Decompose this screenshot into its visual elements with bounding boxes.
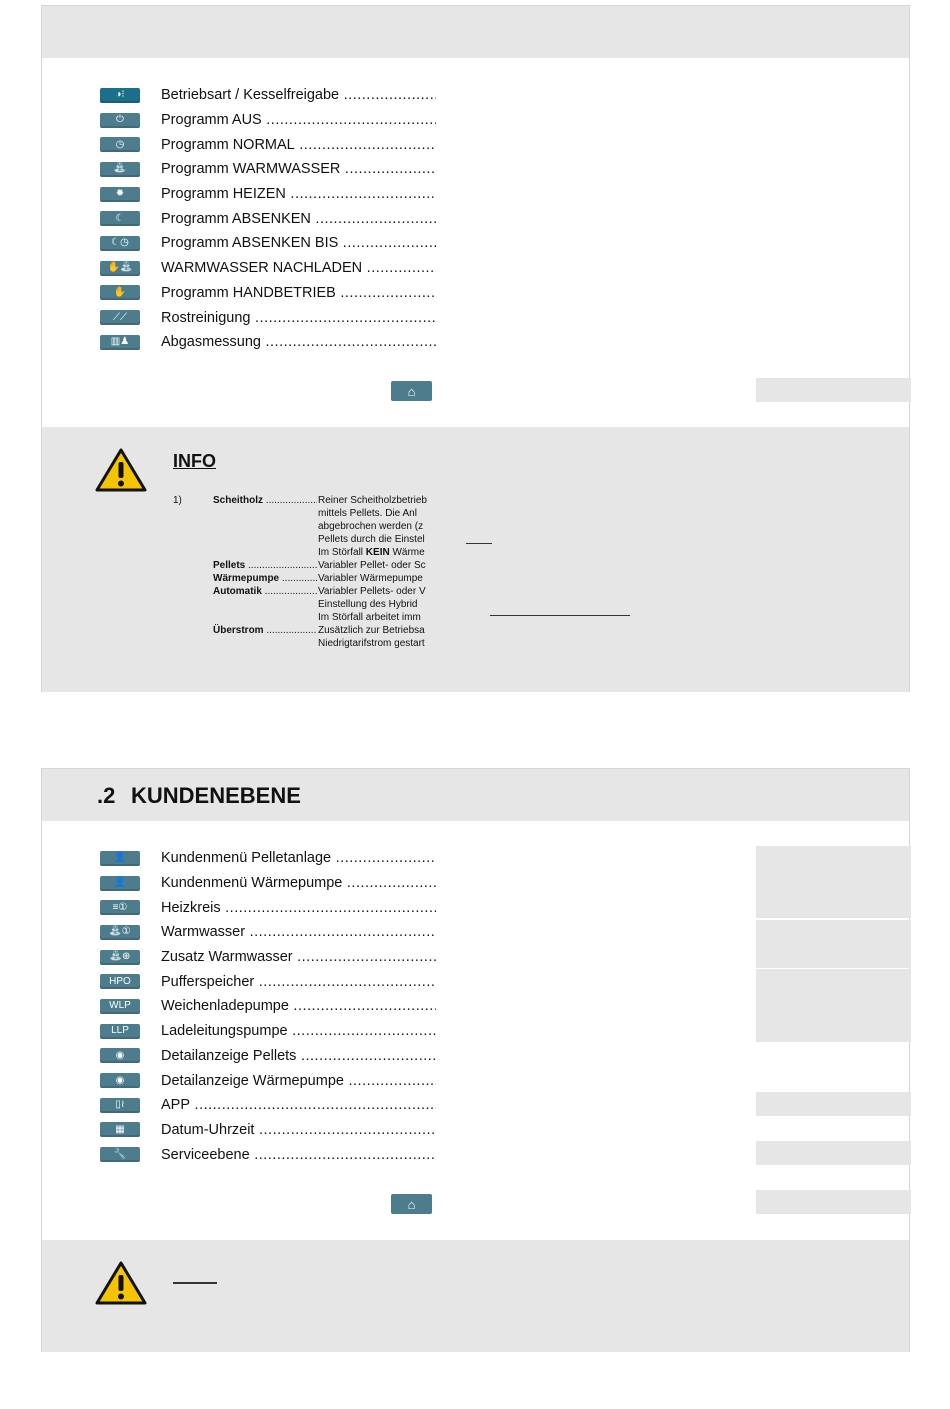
info-description: Im Störfall arbeitet imm	[318, 612, 421, 623]
menu-item[interactable]	[100, 330, 261, 355]
gray-bar	[756, 920, 911, 968]
menu-item-label: Heizkreis .....	[161, 898, 436, 918]
info-description: Einstellung des Hybrid	[318, 599, 418, 610]
user-icon[interactable]: 👤	[100, 876, 140, 891]
menu-item-label: Programm ABSENKEN BIS .....	[161, 233, 436, 253]
info-description: Variabler Wärmepumpe	[318, 573, 423, 584]
menu-item[interactable]	[100, 108, 262, 133]
info-description: Niedrigtarifstrom gestart	[318, 638, 425, 649]
menu-item-label: Pufferspeicher .....	[161, 972, 436, 992]
home-icon: ⌂	[407, 383, 416, 399]
menu-item-label: Weichenladepumpe .....	[161, 996, 436, 1016]
menu-item-label: Detailanzeige Pellets .....	[161, 1046, 436, 1066]
phone-wifi-icon[interactable]: ▯≀	[100, 1098, 140, 1113]
info-box	[42, 427, 909, 692]
moon-clock-icon[interactable]: ☾◷	[100, 236, 140, 251]
calendar-icon[interactable]: ▦	[100, 1122, 140, 1137]
gray-bar	[756, 1190, 911, 1214]
menu-item[interactable]	[100, 231, 339, 256]
menu-item-label: Programm ABSENKEN .....	[161, 209, 436, 229]
separator-line	[466, 543, 492, 544]
tap-plus-icon[interactable]: ⛲⊕	[100, 950, 140, 965]
menu-item[interactable]	[100, 1142, 250, 1167]
menu-item-label: Ladeleitungspumpe .....	[161, 1021, 436, 1041]
gray-bar	[756, 846, 911, 918]
info-description: Variabler Pellet- oder Sc	[318, 560, 426, 571]
section-number: .2	[97, 783, 116, 808]
hand-tap-icon[interactable]: ✋⛲	[100, 261, 140, 276]
llp-icon[interactable]: LLP	[100, 1024, 140, 1039]
menu-item[interactable]	[100, 132, 295, 157]
section-title-text: KUNDENEBENE	[131, 783, 301, 808]
home-button[interactable]	[391, 1194, 432, 1214]
menu-item[interactable]	[100, 871, 343, 896]
wrench-icon[interactable]: 🔧	[100, 1147, 140, 1162]
program-menu	[100, 83, 363, 355]
info-description: Pellets durch die Einstel	[318, 534, 425, 545]
program-panel	[41, 5, 910, 692]
gray-bar	[756, 1092, 911, 1116]
customer-menu	[100, 846, 344, 1167]
tap-one-icon[interactable]: ⛲①	[100, 925, 140, 940]
wlp-icon[interactable]: WLP	[100, 999, 140, 1014]
menu-item-label: Programm AUS .....	[161, 110, 436, 130]
menu-item[interactable]	[100, 1068, 344, 1093]
heating-circuit-icon[interactable]: ≡①	[100, 900, 140, 915]
menu-item-label: Programm HANDBETRIEB .....	[161, 283, 436, 303]
info-term: Wärmepumpe .....	[213, 572, 317, 585]
menu-item-label: Rostreinigung .....	[161, 308, 436, 328]
menu-item[interactable]	[100, 256, 363, 281]
info-box	[42, 1240, 909, 1352]
hand-icon[interactable]: ✋	[100, 285, 140, 300]
menu-item[interactable]	[100, 206, 311, 231]
menu-item-label: Zusatz Warmwasser .....	[161, 947, 436, 967]
info-number: 1)	[173, 495, 182, 506]
menu-item[interactable]	[100, 1044, 297, 1069]
info-term: Überstrom .....	[213, 624, 317, 637]
home-icon: ⌂	[407, 1196, 416, 1212]
mode-release-icon[interactable]: ◑⁝	[100, 88, 140, 103]
menu-item[interactable]	[100, 846, 332, 871]
info-term: Pellets .....	[213, 559, 317, 572]
warning-icon	[95, 447, 147, 493]
menu-item[interactable]	[100, 1093, 191, 1118]
section-header-band	[42, 769, 909, 821]
moon-icon[interactable]: ☾	[100, 211, 140, 226]
gray-bar	[756, 1141, 911, 1165]
menu-item[interactable]	[100, 83, 340, 108]
menu-item-label: WARMWASSER NACHLADEN .....	[161, 258, 436, 278]
panel-header-band	[42, 6, 909, 58]
menu-item[interactable]	[100, 920, 246, 945]
eye-icon[interactable]: ◉	[100, 1073, 140, 1088]
menu-item[interactable]	[100, 994, 289, 1019]
gray-bar	[756, 969, 911, 1042]
power-icon[interactable]: ⏻	[100, 113, 140, 128]
info-description: abgebrochen werden (z	[318, 521, 424, 532]
menu-item-label: Kundenmenü Wärmepumpe .....	[161, 873, 436, 893]
menu-item[interactable]	[100, 895, 221, 920]
menu-item-label: APP .....	[161, 1095, 436, 1115]
menu-item[interactable]	[100, 182, 286, 207]
home-button[interactable]	[391, 381, 432, 401]
sun-icon[interactable]: ✹	[100, 187, 140, 202]
info-description: Im Störfall KEIN Wärme	[318, 547, 425, 558]
menu-item-label: Detailanzeige Wärmepumpe .....	[161, 1071, 436, 1091]
info-title-underline	[173, 1282, 217, 1284]
info-title: INFO	[173, 451, 216, 471]
menu-item-label: Warmwasser .....	[161, 922, 436, 942]
menu-item-label: Programm NORMAL .....	[161, 135, 436, 155]
menu-item[interactable]	[100, 157, 341, 182]
info-description: Zusätzlich zur Betriebsa	[318, 625, 425, 636]
clock-icon[interactable]: ◷	[100, 137, 140, 152]
hpo-icon[interactable]: HPO	[100, 974, 140, 989]
section-title	[97, 783, 301, 809]
menu-item[interactable]	[100, 945, 293, 970]
grate-cleaning-icon[interactable]: ⟋⟋	[100, 310, 140, 325]
menu-item-label: Betriebsart / Kesselfreigabe .....	[161, 85, 436, 105]
menu-item[interactable]	[100, 1118, 255, 1143]
warning-icon	[95, 1260, 147, 1306]
customer-level-panel	[41, 768, 910, 1352]
tap-icon[interactable]: ⛲	[100, 162, 140, 177]
menu-item[interactable]	[100, 281, 336, 306]
menu-item[interactable]	[100, 305, 251, 330]
info-term: Automatik .....	[213, 585, 317, 598]
menu-item-label: Serviceebene .....	[161, 1145, 436, 1165]
menu-item[interactable]	[100, 969, 255, 994]
menu-item-label: Abgasmessung .....	[161, 332, 436, 352]
info-description: Reiner Scheitholzbetrieb	[318, 495, 427, 506]
separator-line	[490, 615, 630, 616]
eye-icon[interactable]: ◉	[100, 1048, 140, 1063]
menu-item-label: Kundenmenü Pelletanlage .....	[161, 848, 436, 868]
info-description: mittels Pellets. Die Anl	[318, 508, 417, 519]
user-icon[interactable]: 👤	[100, 851, 140, 866]
menu-item-label: Datum-Uhrzeit .....	[161, 1120, 436, 1140]
menu-item[interactable]	[100, 1019, 288, 1044]
menu-item-label: Programm HEIZEN .....	[161, 184, 436, 204]
info-term: Scheitholz .....	[213, 494, 317, 507]
info-description: Variabler Pellets- oder V	[318, 586, 426, 597]
flue-gas-icon[interactable]: ▥♟	[100, 335, 140, 350]
menu-item-label: Programm WARMWASSER .....	[161, 159, 436, 179]
gray-bar	[756, 378, 911, 402]
